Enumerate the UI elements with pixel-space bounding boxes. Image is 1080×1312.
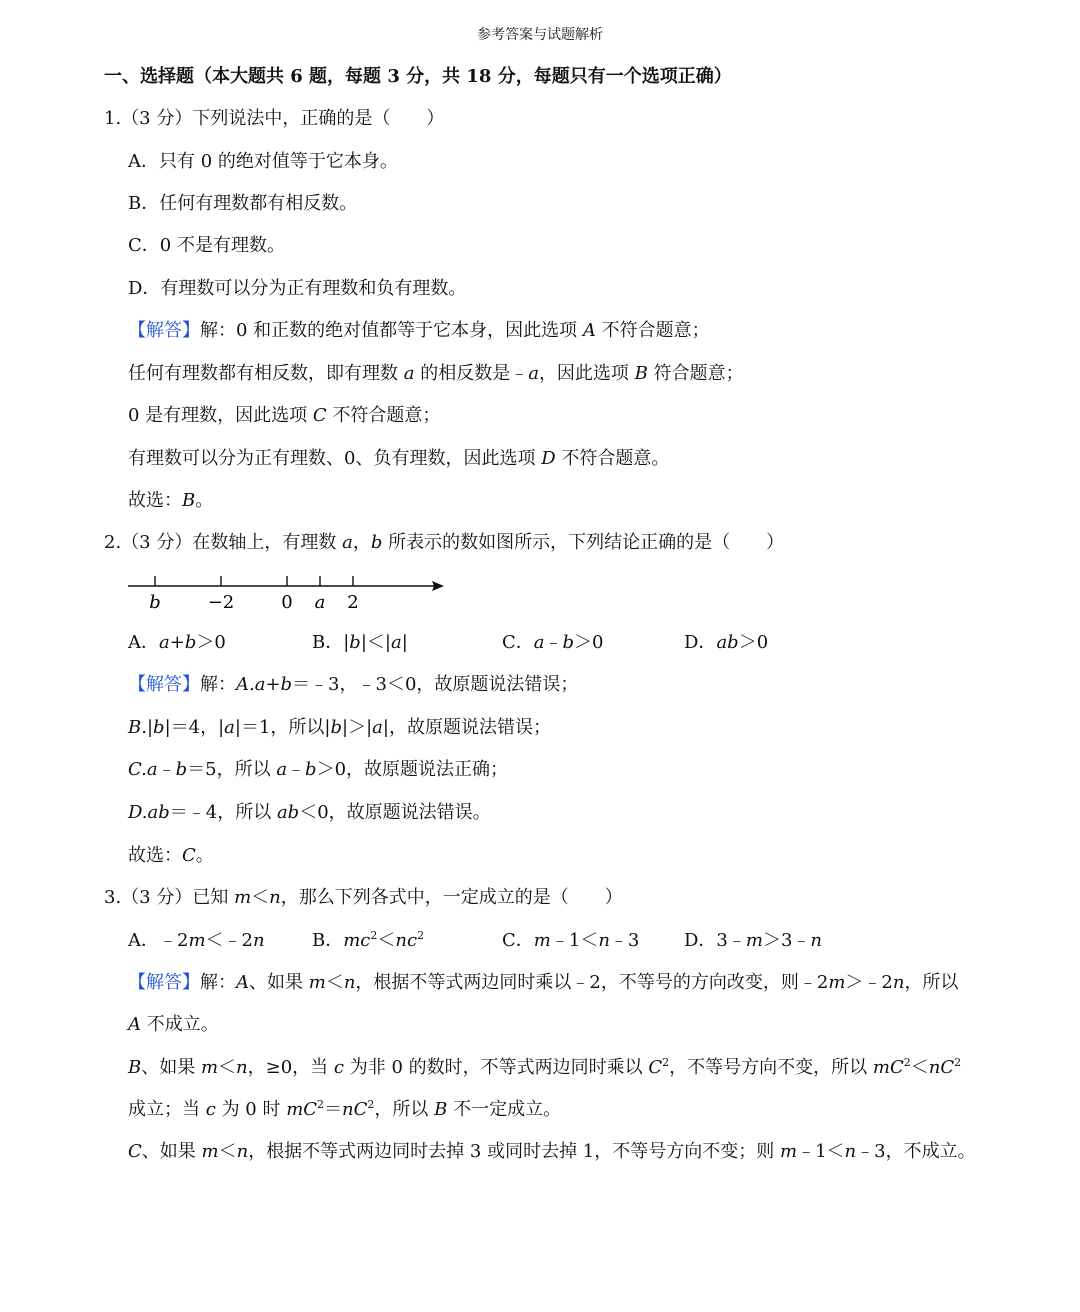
q2-stem: 2.（3 分）在数轴上，有理数 a，b 所表示的数如图所示，下列结论正确的是（ ） [104, 532, 785, 553]
q2-solution-line-2: B.|b|＝4，|a|＝1，所以|b|＞|a|，故原题说法错误； [128, 717, 551, 738]
q1-solution-line-4: 有理数可以分为正有理数、0、负有理数，因此选项 D 不符合题意。 [128, 448, 670, 469]
q2-option-c: C．a﹣b＞0 [502, 632, 604, 653]
q3-solution-line-1: 【解答】解：A、如果 m＜n，根据不等式两边同时乘以﹣2，不等号的方向改变，则﹣2m＞﹣2n，所以 [128, 972, 959, 993]
q2-solution-line-4: D.ab＝﹣4，所以 ab＜0，故原题说法错误。 [128, 802, 491, 823]
q1-option-a: A．只有 0 的绝对值等于它本身。 [128, 151, 398, 172]
number-line-label: b [149, 592, 161, 613]
q3-option-d: D．3﹣m＞3﹣n [684, 930, 823, 951]
number-line-label: 0 [281, 592, 293, 613]
q1-option-b: B．任何有理数都有相反数。 [128, 193, 358, 214]
q2-option-d: D．ab＞0 [684, 632, 769, 653]
q1-stem: 1.（3 分）下列说法中，正确的是（ ） [104, 108, 445, 129]
q3-solution-line-5: C、如果 m＜n，根据不等式两边同时去掉 3 或同时去掉 1，不等号方向不变；则 m﹣1＜n﹣3，不成立。 [128, 1141, 976, 1162]
q3-option-c: C．m﹣1＜n﹣3 [502, 930, 640, 951]
page-header: 参考答案与试题解析 [477, 27, 603, 43]
q2-solution-line-1: 【解答】解：A.a+b＝﹣3，﹣3＜0，故原题说法错误； [128, 674, 579, 695]
q3-solution-line-3: B、如果 m＜n，≥0，当 c 为非 0 的数时，不等式两边同时乘以 $C^2$，不等号方向不变，所以 $mC^2<nC^2$ [128, 1056, 962, 1078]
q1-choice: 故选：B。 [128, 490, 214, 511]
number-line-label: 2 [347, 592, 359, 613]
q1-option-c: C．0 不是有理数。 [128, 235, 285, 256]
answer-tag: 【解答】 [128, 972, 200, 993]
number-line-figure [120, 570, 460, 620]
number-line-label: −2 [207, 592, 235, 613]
q3-solution-line-4: 成立；当 c 为 0 时 $mC^2=nC^2$，所以 B 不一定成立。 [128, 1098, 562, 1120]
q3-solution-line-2: A 不成立。 [128, 1014, 219, 1035]
answer-tag: 【解答】 [128, 320, 200, 341]
number-line-label: a [314, 592, 326, 613]
q3-stem: 3.（3 分）已知 m＜n，那么下列各式中，一定成立的是（ ） [104, 887, 623, 908]
section-title: 一、选择题（本大题共 6 题，每题 3 分，共 18 分，每题只有一个选项正确） [104, 66, 732, 87]
q1-option-d: D．有理数可以分为正有理数和负有理数。 [128, 278, 467, 299]
q2-solution-line-3: C.a﹣b＝5，所以 a﹣b＞0，故原题说法正确； [128, 759, 509, 780]
q2-option-b: B．|b|＜|a| [312, 632, 408, 653]
q3-option-b: B．$mc^2<nc^2$ [312, 929, 425, 951]
q1-solution-line-1: 【解答】解：0 和正数的绝对值都等于它本身，因此选项 A 不符合题意； [128, 320, 710, 341]
q2-choice: 故选：C。 [128, 845, 214, 866]
q2-option-a: A．a+b＞0 [128, 632, 226, 653]
q1-solution-line-2: 任何有理数都有相反数，即有理数 a 的相反数是﹣a，因此选项 B 符合题意； [128, 363, 744, 384]
answer-tag: 【解答】 [128, 674, 200, 695]
q3-option-a: A．﹣2m＜﹣2n [128, 930, 265, 951]
q1-solution-line-3: 0 是有理数，因此选项 C 不符合题意； [128, 405, 441, 426]
